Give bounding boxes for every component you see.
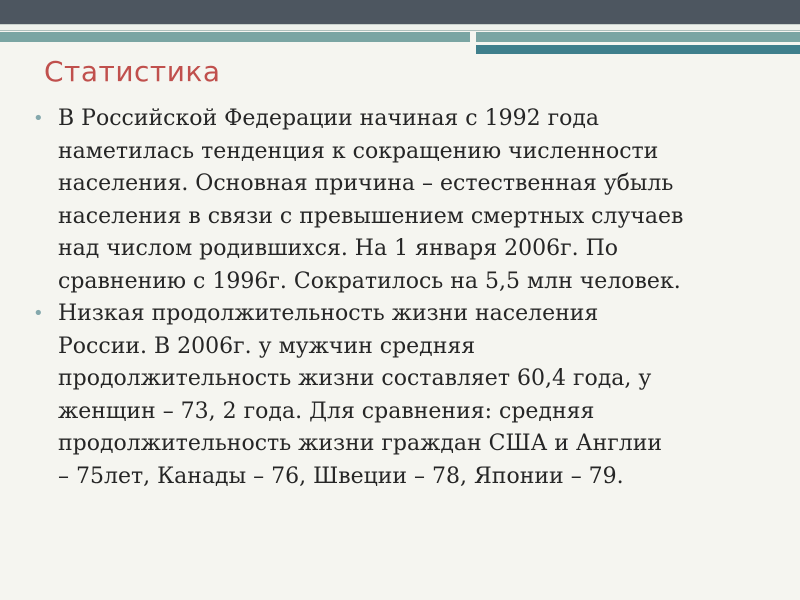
text-line: сравнению с 1996г. Сократилось на 5,5 млн человек. xyxy=(58,268,681,294)
text-line: наметилась тенденция к сокращению численности xyxy=(58,138,659,164)
header-teal-bar-right xyxy=(476,32,800,42)
bullet-item-population xyxy=(30,103,780,298)
header-teal-bar-left xyxy=(0,32,470,42)
text-line: – 75лет, Канады – 76, Швеции – 78, Японии – 79. xyxy=(58,463,624,489)
text-line: Низкая продолжительность жизни населения xyxy=(58,301,599,326)
text-line: продолжительность жизни составляет 60,4 года, у xyxy=(58,366,652,391)
header-light-stripe xyxy=(0,24,800,31)
text-line: продолжительность жизни граждан США и Англии xyxy=(58,431,663,456)
text-line: В Российской Федерации начиная с 1992 года xyxy=(58,106,600,131)
text-line: населения. Основная причина – естественная убыль xyxy=(58,171,674,196)
slide-title: Статистика xyxy=(44,55,221,88)
text-line: над числом родившихся. На 1 января 2006г. По xyxy=(58,236,619,261)
text-line: женщин – 73, 2 года. Для сравнения: средняя xyxy=(58,398,595,424)
text-line: населения в связи с превышением смертных случаев xyxy=(58,203,684,229)
bullet-dot-icon: • xyxy=(33,108,44,129)
text-line: России. В 2006г. у мужчин средняя xyxy=(58,333,476,359)
header-dark-teal-bar-right xyxy=(476,45,800,54)
header-dark-bar xyxy=(0,0,800,24)
bullet-item-life-expectancy xyxy=(30,298,780,493)
bullet-list xyxy=(30,103,780,493)
bullet-dot-icon: • xyxy=(33,303,44,324)
